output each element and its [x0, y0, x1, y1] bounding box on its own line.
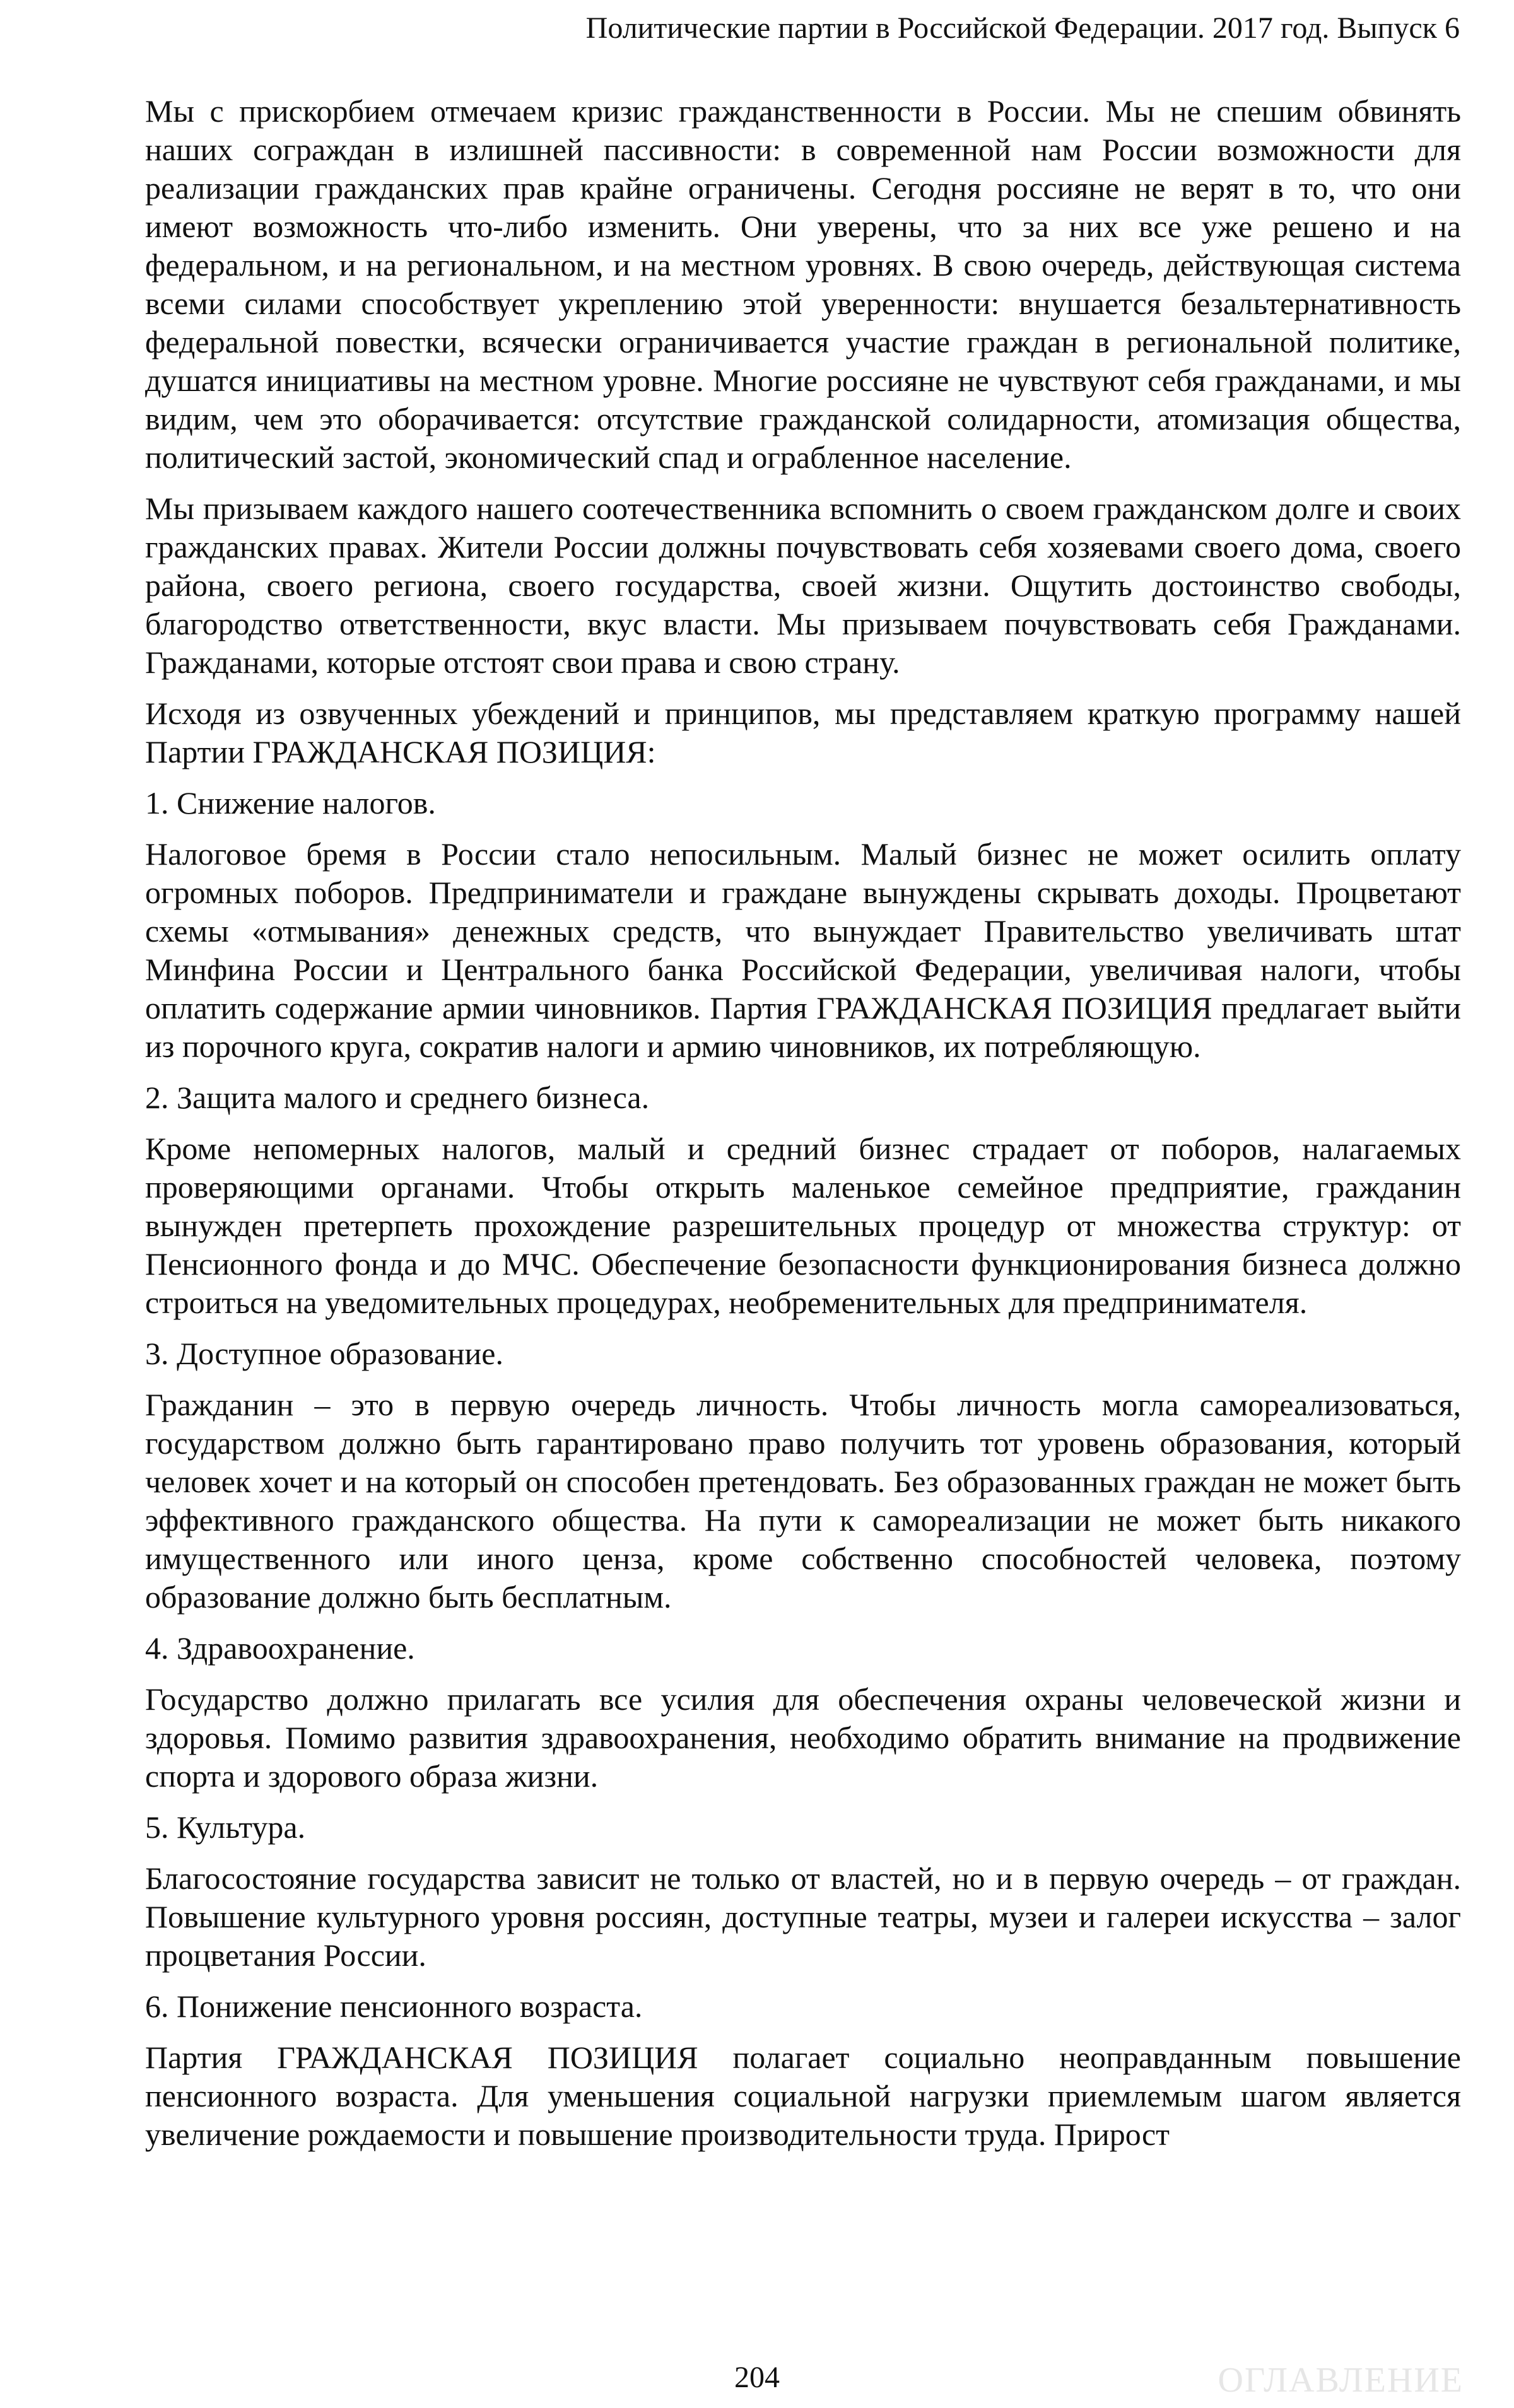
main-text: [145, 92, 1461, 2166]
section-heading-education: 3. Доступное образование.: [145, 1336, 503, 1371]
paragraph-civic-duty: Мы призываем каждого нашего соотечественника вспомнить о своем гражданском долге и своих гражданских правах. Жители России должны почувствовать себя хозяевами своего дома, своего района, своего региона, своего государства, своей жизни. Ощутить достоинство свободы, благородство ответственности, вкус власти. Мы призываем почувствовать себя Гражданами. Гражданами, которые отстоят свои права и свою страну.: [145, 491, 1461, 680]
paragraph-culture: Благосостояние государства зависит не только от властей, но и в первую очередь – от граждан. Повышение культурного уровня россиян, доступные театры, музеи и галереи искусства – залог процветания России.: [145, 1861, 1461, 1973]
paragraph-taxes: Налоговое бремя в России стало непосильным. Малый бизнес не может осилить оплату огромных поборов. Предприниматели и граждане вынуждены скрывать доходы. Процветают схемы «отмывания» денежных средств, что вынуждает Правительство увеличивать штат Минфина России и Центрального банка Российской Федерации, увеличивая налоги, чтобы оплатить содержание армии чиновников. Партия ГРАЖДАНСКАЯ ПОЗИЦИЯ предлагает выйти из порочного круга, сократив налоги и армию чиновников, их потребляющую.: [145, 836, 1461, 1064]
section-heading-taxes: 1. Снижение налогов.: [145, 785, 436, 821]
paragraph-program-intro: Исходя из озвученных убеждений и принципов, мы представляем краткую программу нашей Партии ГРАЖДАНСКАЯ ПОЗИЦИЯ:: [145, 696, 1461, 769]
section-heading-culture: 5. Культура.: [145, 1809, 306, 1845]
running-header: Политические партии в Российской Федерации. 2017 год. Выпуск 6: [585, 11, 1460, 45]
section-heading-business: 2. Защита малого и среднего бизнеса.: [145, 1080, 650, 1115]
page-number: 204: [734, 2361, 780, 2394]
paragraph-healthcare: Государство должно прилагать все усилия для обеспечения охраны человеческой жизни и здоровья. Помимо развития здравоохранения, необходимо обратить внимание на продвижение спорта и здорового образа жизни.: [145, 1681, 1461, 1794]
section-heading-pension: 6. Понижение пенсионного возраста.: [145, 1989, 643, 2024]
paragraph-pension: Партия ГРАЖДАНСКАЯ ПОЗИЦИЯ полагает социально неоправданным повышение пенсионного возраста. Для уменьшения социальной нагрузки приемлемым шагом является увеличение рождаемости и повышение производительности труда. Прирост: [145, 2040, 1461, 2152]
paragraph-business: Кроме непомерных налогов, малый и средний бизнес страдает от поборов, налагаемых проверяющими органами. Чтобы открыть маленькое семейное предприятие, гражданин вынужден претерпеть прохождение разрешительных процедур от множества структур: от Пенсионного фонда и до МЧС. Обеспечение безопасности функционирования бизнеса должно строиться на уведомительных процедурах, необременительных для предпринимателя.: [145, 1131, 1461, 1320]
section-heading-healthcare: 4. Здравоохранение.: [145, 1630, 415, 1666]
paragraph-civic-crisis: Мы с прискорбием отмечаем кризис гражданственности в России. Мы не спешим обвинять наших сограждан в излишней пассивности: в современной нам России возможности для реализации гражданских прав крайне ограничены. Сегодня россияне не верят в то, что они имеют возможность что-либо изменить. Они уверены, что за них все уже решено и на федеральном, и на региональном, и на местном уровнях. В свою очередь, действующая система всеми силами способствует укреплению этой уверенности: внушается безальтернативность федеральной повестки, всячески ограничивается участие граждан в региональной политике, душатся инициативы на местном уровне. Многие россияне не чувствуют себя гражданами, и мы видим, чем это оборачивается: отсутствие гражданской солидарности, атомизация общества, политический застой, экономический спад и ограбленное население.: [145, 93, 1461, 475]
table-of-contents-link[interactable]: ОГЛАВЛЕНИЕ: [1218, 2361, 1464, 2400]
paragraph-education: Гражданин – это в первую очередь личность. Чтобы личность могла самореализоваться, государством должно быть гарантировано право получить тот уровень образования, который человек хочет и на который он способен претендовать. Без образованных граждан не может быть эффективного гражданского общества. На пути к самореализации не может быть никакого имущественного или иного ценза, кроме собственно способностей человека, поэтому образование должно быть бесплатным.: [145, 1387, 1461, 1615]
